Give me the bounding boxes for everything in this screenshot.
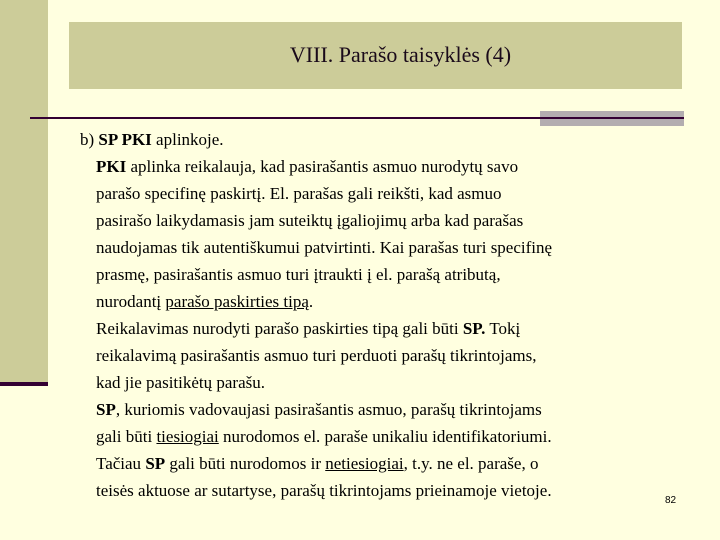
text-line (80, 261, 552, 288)
page-number: 82 (665, 495, 677, 506)
underlined-term: tiesiogiai (156, 427, 219, 446)
bold-term: SP. (462, 319, 486, 338)
text-segment: gali būti (96, 427, 157, 446)
text-segment: b) (80, 130, 99, 149)
bold-term: PKI (96, 157, 127, 176)
text-line (80, 180, 552, 207)
text-line (80, 396, 552, 423)
bold-term: SP (96, 400, 116, 419)
left-accent-bar (0, 0, 48, 382)
text-segment: naudojamas tik autentiškumui patvirtinti. Kai parašas turi specifinę (96, 238, 553, 257)
slide-title: VIII. Parašo taisyklės (4) (289, 42, 512, 67)
text-line (80, 369, 552, 396)
text-segment: parašo specifinę paskirtį. El. parašas gali reikšti, kad asmuo (96, 184, 502, 203)
text-line (80, 423, 552, 450)
text-line (80, 315, 552, 342)
title-box (69, 22, 682, 89)
text-line (80, 477, 552, 504)
text-line (80, 234, 552, 261)
text-segment: nurodantį (96, 292, 166, 311)
text-segment: reikalavimą pasirašantis asmuo turi perduoti parašų tikrintojams, (96, 346, 537, 365)
text-line (80, 450, 552, 477)
text-segment: . (308, 292, 314, 311)
text-segment: , kuriomis vadovaujasi pasirašantis asmuo, parašų tikrintojams (115, 400, 542, 419)
text-segment: Tačiau (96, 454, 146, 473)
bold-term: SP (145, 454, 166, 473)
text-segment: aplinkoje. (151, 130, 224, 149)
left-accent-underline (0, 382, 48, 386)
text-line (80, 288, 552, 315)
divider-line (30, 117, 684, 119)
text-segment: , t.y. ne el. paraše, o (403, 454, 539, 473)
text-segment: teisės aktuose ar sutartyse, parašų tikrintojams prieinamoje vietoje. (96, 481, 552, 500)
text-line (80, 342, 552, 369)
text-segment: kad jie pasitikėtų parašu. (96, 373, 266, 392)
text-line (80, 153, 552, 180)
text-segment: nurodomos el. paraše unikaliu identifikatoriumi. (218, 427, 552, 446)
text-segment: aplinka reikalauja, kad pasirašantis asmuo nurodytų savo (126, 157, 519, 176)
bold-term: SP PKI (98, 130, 152, 149)
text-segment: gali būti nurodomos ir (165, 454, 326, 473)
text-segment: pasirašo laikydamasis jam suteiktų įgaliojimų arba kad parašas (96, 211, 524, 230)
text-line (80, 207, 552, 234)
text-line (80, 126, 552, 153)
underlined-term: netiesiogiai (325, 454, 404, 473)
text-segment: Reikalavimas nurodyti parašo paskirties tipą gali būti (96, 319, 463, 338)
slide-body (80, 126, 552, 504)
text-segment: Tokį (485, 319, 521, 338)
underlined-term: parašo paskirties tipą (165, 292, 309, 311)
text-segment: prasmę, pasirašantis asmuo turi įtraukti į el. parašą atributą, (96, 265, 501, 284)
